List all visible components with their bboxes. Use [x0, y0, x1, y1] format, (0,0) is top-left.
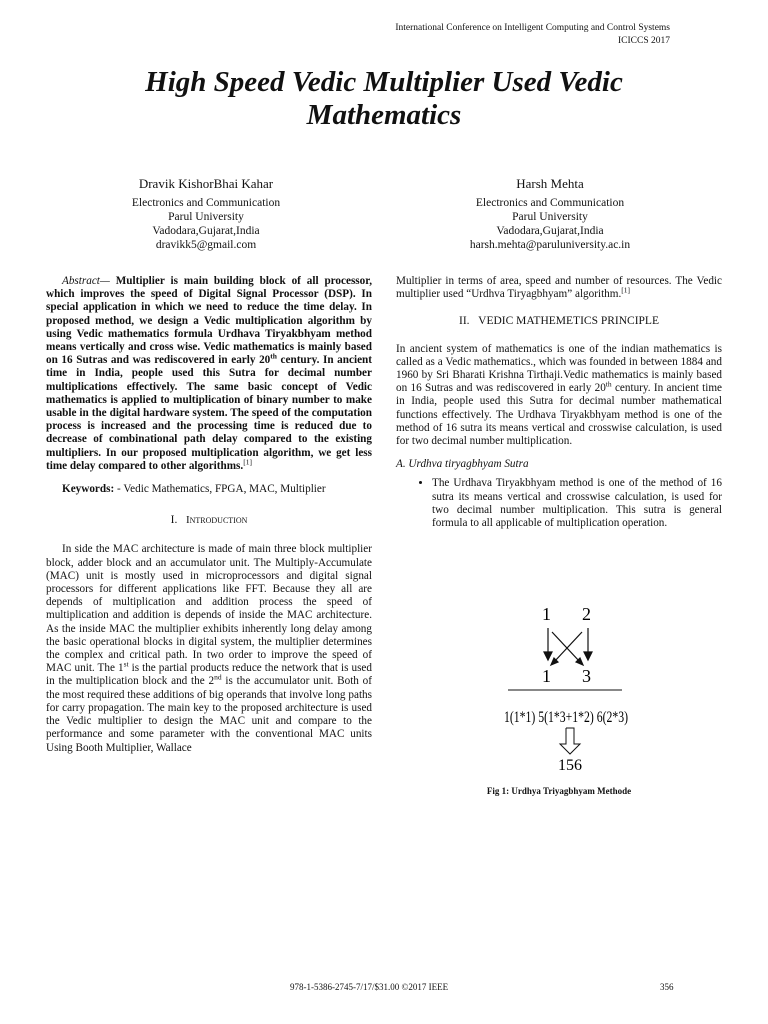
- abstract-label: Abstract—: [62, 275, 110, 287]
- author-location: Vadodara,Gujarat,India: [152, 225, 260, 237]
- right-column: [396, 275, 722, 530]
- arrowhead-right: [584, 652, 592, 660]
- title-line-1: High Speed Vedic Multiplier Used Vedic: [145, 66, 623, 98]
- author-email[interactable]: harsh.mehta@paruluniversity.ac.in: [469, 239, 631, 251]
- footer-copyright: 978-1-5386-2745-7/17/$31.00 ©2017 IEEE: [290, 982, 449, 992]
- abstract-text-2: century. In ancient time in India, people used this Sutra for decimal number multiplications effectively. The same basic concept of Vedic mathematics is applied to multiplication of binary number to make usable in the digital hardware system. The speed of the computation process is increased and the processing time is reduced due to decrease of combinational path delay compared to the existing multipliers. In our proposed multiplication algorithm, we get less time delay compared to other algorithms.: [46, 354, 372, 472]
- vedic-text-1: In ancient system of mathematics is one of the indian mathematics is called as a Vedic mathematics., which was founded in between 1884 and 1960 by Sri Bharati Krishna Tirthaji.Vedic mathematics is mainly based on 16 Sutras and was rediscovered in early 20: [396, 342, 722, 395]
- author-name: Harsh Mehta: [516, 176, 584, 191]
- abstract-sup: th: [270, 351, 277, 361]
- arrows-group: [544, 628, 592, 665]
- page-number: 356: [660, 982, 674, 992]
- vedic-text-2: century. In ancient time in India, people used this Sutra for decimal number mathematical functions effectively. The Urdhava Tiryakbhyam method is one of the method of 16 sutra its means vertical and crosswise calculation, is used for two decimal number multiplication.: [396, 382, 723, 448]
- introduction-paragraph: [46, 543, 372, 754]
- figure-result: 156: [558, 757, 582, 774]
- author-department: Electronics and Communication: [475, 197, 625, 209]
- paper-title: [60, 66, 708, 132]
- section-number: I.: [170, 514, 178, 527]
- cross-arrow-1: [552, 632, 580, 662]
- section-title: Introduction: [185, 514, 248, 527]
- intro-sup-1: st: [123, 659, 129, 669]
- abstract-text-1: Multiplier is main building block of all processor, which improves the speed of Digital Signal Processor (DSP). In special application in which we need to reduce the time delay. In proposed method, we design a Vedic multiplication algorithm by using Vedic mathematics formula Urdhava Tiryakbhyam method means vertically and cross wise. Vedic mathematics is mainly based on 16 Sutras and was rediscovered in early 20: [46, 275, 372, 367]
- title-line-2: Mathematics: [306, 99, 462, 131]
- author-department: Electronics and Communication: [131, 197, 281, 209]
- section-heading-vedic: [396, 315, 722, 328]
- abstract-ref[interactable]: [1]: [243, 457, 252, 467]
- intro-text-2: is the partial products reduce the network that is used in the multiplication block and the 2: [46, 662, 372, 688]
- author-name: Dravik KishorBhai Kahar: [138, 176, 274, 191]
- keywords: [46, 483, 372, 496]
- intro-sup-2: nd: [214, 672, 222, 682]
- figure-bottom-left-digit: 1: [542, 666, 551, 686]
- figure-caption: Fig 1: Urdhya Triyagbhyam Methode: [486, 786, 632, 796]
- figure-top-right-digit: 2: [582, 604, 591, 624]
- keywords-text: - Vedic Mathematics, FPGA, MAC, Multiplier: [114, 483, 326, 496]
- urdhva-figure: [502, 598, 632, 778]
- left-column: [46, 275, 372, 755]
- conference-name: International Conference on Intelligent Computing and Control Systems: [395, 23, 670, 33]
- bullet-list: [396, 477, 722, 530]
- figure-top-left-digit: 1: [542, 604, 551, 624]
- arrowhead-left: [544, 652, 552, 660]
- author-location: Vadodara,Gujarat,India: [496, 225, 604, 237]
- author-university: Parul University: [512, 211, 588, 223]
- continuation-ref[interactable]: [1]: [621, 285, 631, 295]
- continuation-text: Multiplier in terms of area, speed and number of resources. The Vedic multiplier used “Urdhva Tiryagbhyam” algorithm.: [396, 275, 722, 301]
- intro-text-1: In side the MAC architecture is made of main three block multiplier block, adder block and an accumulator unit. The Multiply-Accumulate (MAC) unit is mostly used in microprocessors and digital signal processors for different applications like FFT. Because they all are depends of multiplication and addition process the speed of multiplication and addition is depends of inside the MAC architecture. As the inside MAC the multiplier exhibits inherently long delay among the basic operational blocks in digital system, the multiplier determines the complex and critical path. In two order to improve the speed of MAC unit. The 1: [46, 543, 372, 675]
- subsection-heading: A. Urdhva tiryagbhyam Sutra: [396, 458, 529, 471]
- author-block-2: [430, 175, 670, 252]
- section-title: VEDIC MATHEMETICS PRINCIPLE: [478, 315, 659, 328]
- vedic-sup: th: [605, 379, 612, 389]
- author-university: Parul University: [168, 211, 244, 223]
- cross-arrow-2: [554, 632, 582, 662]
- conference-header: [395, 22, 670, 48]
- bullet-item: • The Urdhava Tiryakbhyam method is one of the method of 16 sutra its means vertical and crosswise calculation, is used for two decimal number multiplication. This sutra is general formula to all applicable of multiplication operation.: [432, 477, 722, 530]
- intro-text-3: is the accumulator unit. Both of the most required these additions of big operands that involve long paths for carry propagation. The main key to the proposed architecture is used the Vedic multiplier to design the MAC unit and compare to the performance and some parameter with the conventional MAC units Using Booth Multiplier, Wallace: [46, 675, 372, 754]
- figure-expression: 1(1*1) 5(1*3+1*2) 6(2*3): [504, 709, 628, 726]
- author-email[interactable]: dravikk5@gmail.com: [155, 239, 257, 251]
- down-arrow-outline: [560, 728, 580, 754]
- section-heading-introduction: [46, 514, 372, 527]
- author-block-1: [86, 175, 326, 252]
- continuation-paragraph: [396, 275, 722, 301]
- vedic-paragraph: [396, 343, 722, 449]
- section-number: II.: [459, 315, 470, 328]
- abstract: [46, 275, 372, 473]
- conference-acronym: ICICCS 2017: [618, 36, 670, 46]
- keywords-label: Keywords:: [62, 483, 115, 496]
- figure-bottom-right-digit: 3: [582, 666, 591, 686]
